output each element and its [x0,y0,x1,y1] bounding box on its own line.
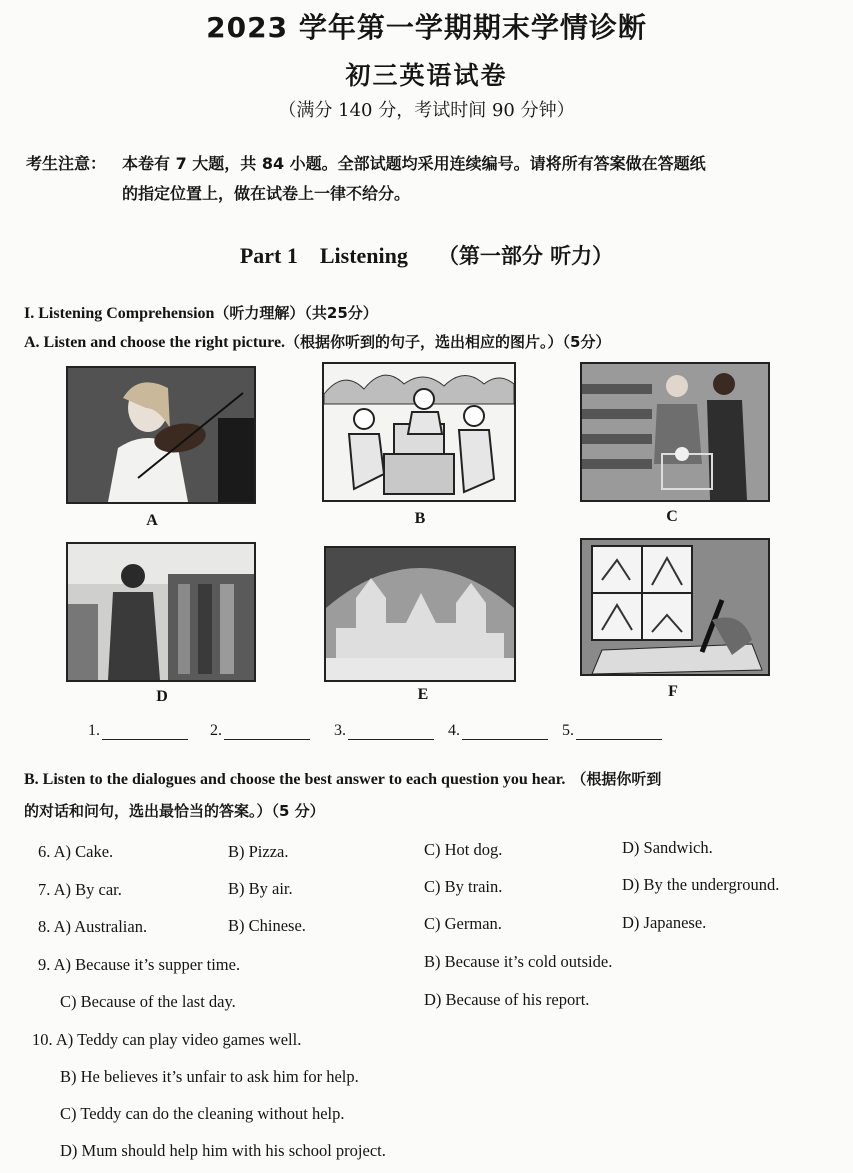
q7-option-c[interactable]: C) By train. [424,877,503,896]
answer-blank-1[interactable]: 1. [88,722,188,740]
notice-line-2: 的指定位置上，做在试卷上一律不给分。 [122,184,411,203]
section-b-zh-1: （根据你听到 [571,770,662,788]
notice-line-1: 本卷有 7 大题，共 84 小题。全部试题均采用连续编号。请将所有答案做在答题纸 [122,154,706,173]
section-1-heading [24,302,378,323]
score-note: （满分 140 分，考试时间 90 分钟） [278,100,575,121]
drawing-comic-tablet-icon [582,540,768,674]
snow-sculpture-castle-image [324,546,516,682]
q7-option-d[interactable]: D) By the underground. [622,875,780,894]
q6-option-c[interactable]: C) Hot dog. [424,840,503,859]
answer-blank-5[interactable]: 5. [562,722,662,740]
picture-label-c: C [666,508,678,525]
section-a-en: A. Listen and choose the right picture. [24,334,286,351]
picture-label-f: F [668,683,678,700]
q7-option-b[interactable]: B) By air. [228,879,293,898]
section-1-en: I. Listening Comprehension [24,305,215,322]
people-at-barbecue-image [322,362,516,502]
section-b-heading-cont [24,800,325,821]
drawing-comic-tablet-image [580,538,770,676]
girl-playing-violin-image [66,366,256,504]
section-b-heading [24,768,661,789]
q10-option-b[interactable]: B) He believes it’s unfair to ask him for help. [60,1067,359,1086]
q10-option-c[interactable]: C) Teddy can do the cleaning without help. [60,1104,345,1123]
q8-option-c[interactable]: C) German. [424,914,502,933]
q6-option-d[interactable]: D) Sandwich. [622,838,713,857]
section-1-zh: （听力理解）（共25分） [214,304,378,322]
exam-title: 2023 学年第一学期期末学情诊断 [206,11,647,44]
snow-sculpture-castle-icon [326,548,514,680]
picture-label-d: D [156,688,168,705]
woman-shopping-clothes-image [66,542,256,682]
section-a-zh: （根据你听到的句子，选出相应的图片。）（5分） [285,333,611,351]
q9-option-d[interactable]: D) Because of his report. [424,990,590,1009]
family-shopping-supermarket-image [580,362,770,502]
q9-option-c[interactable]: C) Because of the last day. [60,992,236,1011]
picture-label-e: E [417,686,429,703]
q8-option-a[interactable]: 8. A) Australian. [38,917,148,936]
q9-option-a[interactable]: 9. A) Because it’s supper time. [38,955,241,974]
section-b-en: B. Listen to the dialogues and choose the best answer to each question you hear. [24,771,566,788]
q10-option-d[interactable]: D) Mum should help him with his school project. [60,1141,386,1160]
answer-blank-4[interactable]: 4. [448,722,548,740]
answer-blank-2[interactable]: 2. [210,722,310,740]
q8-option-b[interactable]: B) Chinese. [228,916,306,935]
q8-option-d[interactable]: D) Japanese. [622,913,707,932]
notice-label: 考生注意： [26,154,107,173]
part-heading [0,240,853,270]
picture-label-b: B [414,510,426,527]
q7-option-a[interactable]: 7. A) By car. [38,880,122,899]
picture-label-a: A [146,512,158,529]
girl-playing-violin-icon [68,368,254,502]
q9-option-b[interactable]: B) Because it’s cold outside. [424,952,613,971]
woman-shopping-clothes-icon [68,544,254,680]
exam-subtitle: 初三英语试卷 [345,61,508,90]
family-shopping-supermarket-icon [582,364,768,500]
q6-option-a[interactable]: 6. A) Cake. [38,842,114,861]
q10-option-a[interactable]: 10. A) Teddy can play video games well. [32,1030,302,1049]
part-heading-en: Part 1 Listening [239,243,408,268]
section-b-zh-2: 的对话和问句，选出最恰当的答案。）（5 分） [24,802,325,820]
answer-blank-3[interactable]: 3. [334,722,434,740]
part-heading-zh: （第一部分 听力） [437,244,614,268]
q6-option-b[interactable]: B) Pizza. [228,842,289,861]
people-at-barbecue-icon [324,364,514,500]
section-a-heading [24,331,611,352]
